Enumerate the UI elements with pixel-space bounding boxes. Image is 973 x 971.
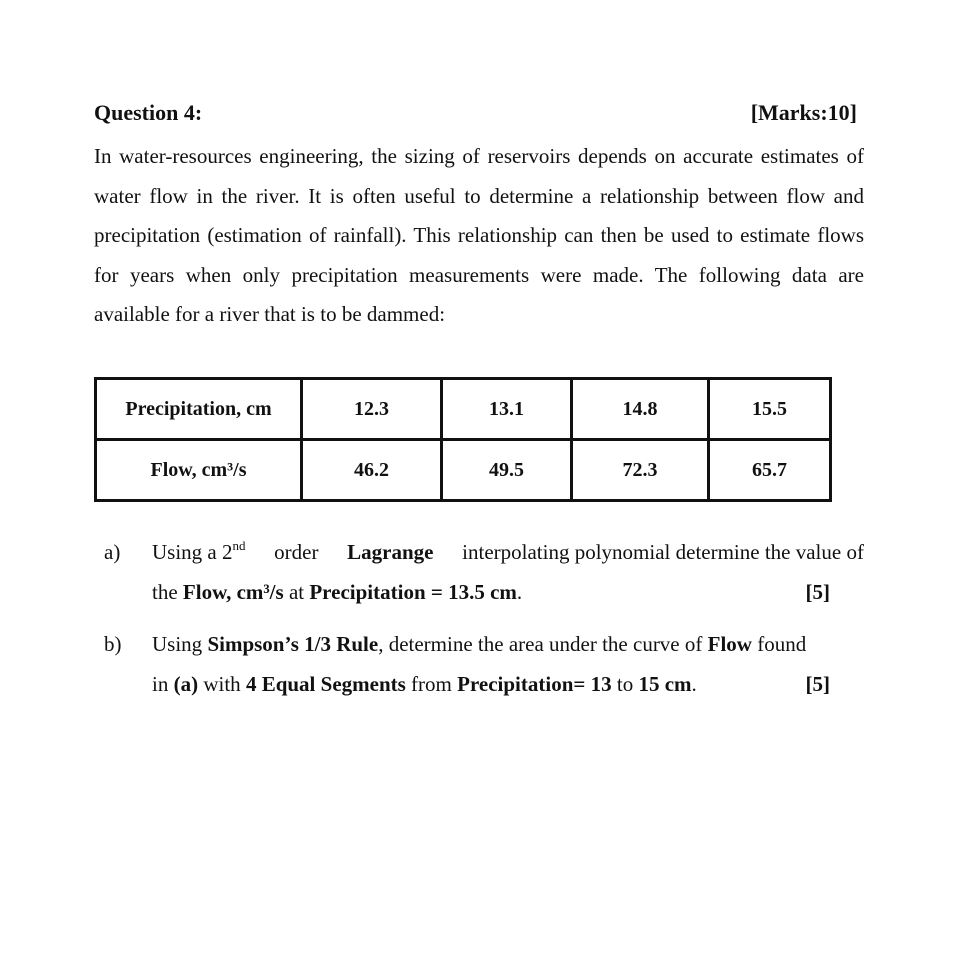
part-b-line-1	[152, 625, 864, 665]
bold-term-precipitation: Precipitation= 13	[457, 671, 612, 696]
part-b-line-2	[152, 665, 864, 705]
table-cell: 49.5	[442, 440, 572, 501]
part-a-marks: [5]	[805, 579, 830, 604]
table-cell: 12.3	[302, 379, 442, 440]
text-run: Using a 2	[152, 540, 233, 564]
text-run: found	[751, 632, 807, 656]
text-run: .	[691, 671, 697, 696]
row-header-flow: Flow, cm³/s	[96, 440, 302, 501]
data-table	[94, 377, 832, 502]
part-b-body	[152, 625, 864, 704]
table-cell: 65.7	[709, 440, 831, 501]
row-header-precipitation: Precipitation, cm	[96, 379, 302, 440]
question-header	[94, 98, 857, 128]
text-run: interpolating polynomial determine the value of	[456, 540, 864, 564]
question-marks: [Marks:10]	[750, 100, 857, 125]
part-a-body	[152, 533, 864, 612]
table-cell: 13.1	[442, 379, 572, 440]
superscript: nd	[232, 538, 246, 553]
text-run: the	[152, 579, 183, 604]
text-run: with	[198, 671, 246, 696]
part-a-line-1	[152, 533, 864, 573]
text-run: , determine the area under the curve of	[378, 632, 708, 656]
text-run: in	[152, 671, 174, 696]
text-run: to	[611, 671, 639, 696]
bold-term-lagrange: Lagrange	[347, 540, 434, 564]
part-a-text-1	[152, 533, 246, 573]
bold-term-simpson: Simpson’s 1/3 Rule	[207, 632, 379, 656]
table-cell: 46.2	[302, 440, 442, 501]
part-a-line-2	[152, 573, 864, 613]
text-run: at	[283, 579, 310, 604]
intro-paragraph: In water-resources engineering, the sizing of reservoirs depends on accurate estimates of water flow in the river. It is often useful to determine a relationship between flow and precipitation (estimation of rainfall). This relationship can then be used to estimate flows for years when only precipitation measurements were made. The following data are available for a river that is to be dammed:	[94, 144, 864, 326]
bold-term-flow: Flow, cm³/s	[182, 579, 284, 604]
table-cell: 72.3	[572, 440, 709, 501]
part-b-marks: [5]	[805, 671, 830, 696]
bold-term-precipitation: Precipitation = 13.5 cm	[309, 579, 517, 604]
table-cell: 14.8	[572, 379, 709, 440]
table-row-precipitation	[96, 379, 831, 440]
bold-term-a: (a)	[173, 671, 199, 696]
text-run: order	[268, 540, 324, 564]
text-run: .	[516, 579, 523, 604]
text-run: Using	[152, 632, 208, 656]
table-cell: 15.5	[709, 379, 831, 440]
text-run: from	[405, 671, 458, 696]
part-a-letter: a)	[104, 540, 121, 564]
bold-term-15cm: 15 cm	[638, 671, 692, 696]
bold-term-flow: Flow	[707, 632, 752, 656]
part-b-letter: b)	[104, 632, 122, 656]
table-row-flow	[96, 440, 831, 501]
bold-term-segments: 4 Equal Segments	[245, 671, 406, 696]
question-title: Question 4:	[94, 100, 203, 125]
